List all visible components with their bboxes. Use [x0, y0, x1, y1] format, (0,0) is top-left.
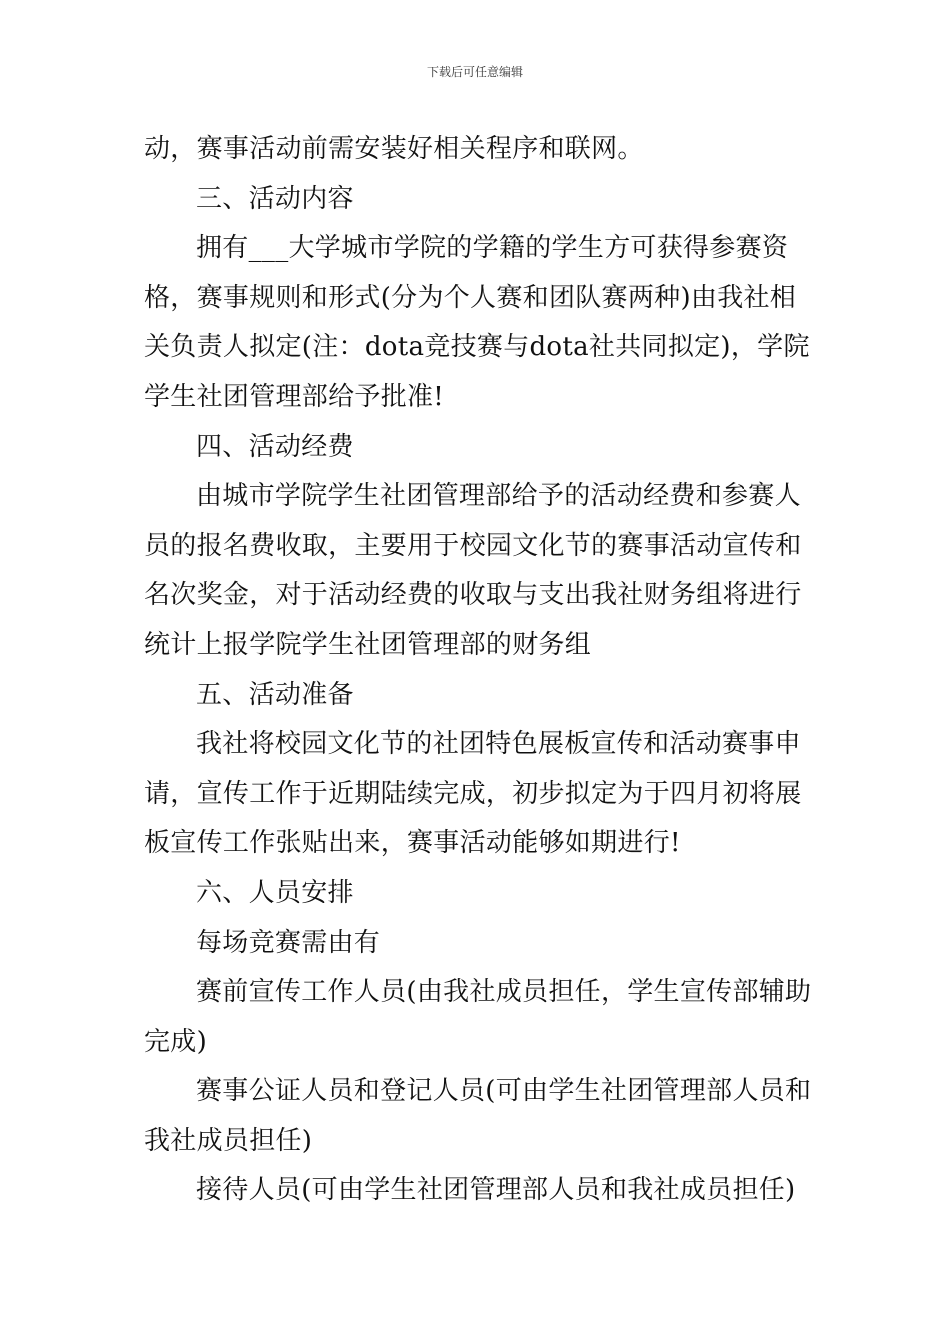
- paragraph-staff-intro: 每场竞赛需由有: [196, 927, 381, 958]
- section-heading-activity-content: 三、活动内容: [196, 183, 354, 214]
- section-heading-activity-funds: 四、活动经费: [196, 431, 354, 462]
- paragraph-continuation: 动，赛事活动前需安装好相关程序和联网。: [144, 134, 644, 164]
- page-header: 下载后可任意编辑: [426, 65, 523, 79]
- paragraph-reception-staff: 接待人员(可由学生社团管理部人员和我社成员担任): [196, 1175, 796, 1206]
- paragraph-funds: 由城市学院学生社团管理部给予的活动经费和参赛人员的报名费收取，主要用于校园文化节的赛事活动宣传和名次奖金，对于活动经费的收取与支出我社财务组将进行统计上报学院学生社团管理部的财务组: [144, 481, 802, 660]
- document-body: [144, 125, 816, 1216]
- paragraph-notary-staff: 赛事公证人员和登记人员(可由学生社团管理部人员和我社成员担任): [144, 1076, 812, 1156]
- paragraph-eligibility: 拥有___大学城市学院的学籍的学生方可获得参赛资格，赛事规则和形式(分为个人赛和团队赛两种)由我社相关负责人拟定(注：dota竞技赛与dota社共同拟定)，学院学生社团管理部给予批准!: [144, 233, 810, 412]
- section-heading-staff-arrangement: 六、人员安排: [196, 877, 354, 908]
- section-heading-activity-preparation: 五、活动准备: [196, 679, 354, 710]
- paragraph-publicity-staff: 赛前宣传工作人员(由我社成员担任，学生宣传部辅助完成): [144, 977, 812, 1057]
- paragraph-preparation: 我社将校园文化节的社团特色展板宣传和活动赛事申请，宣传工作于近期陆续完成，初步拟定为于四月初将展板宣传工作张贴出来，赛事活动能够如期进行!: [144, 729, 802, 859]
